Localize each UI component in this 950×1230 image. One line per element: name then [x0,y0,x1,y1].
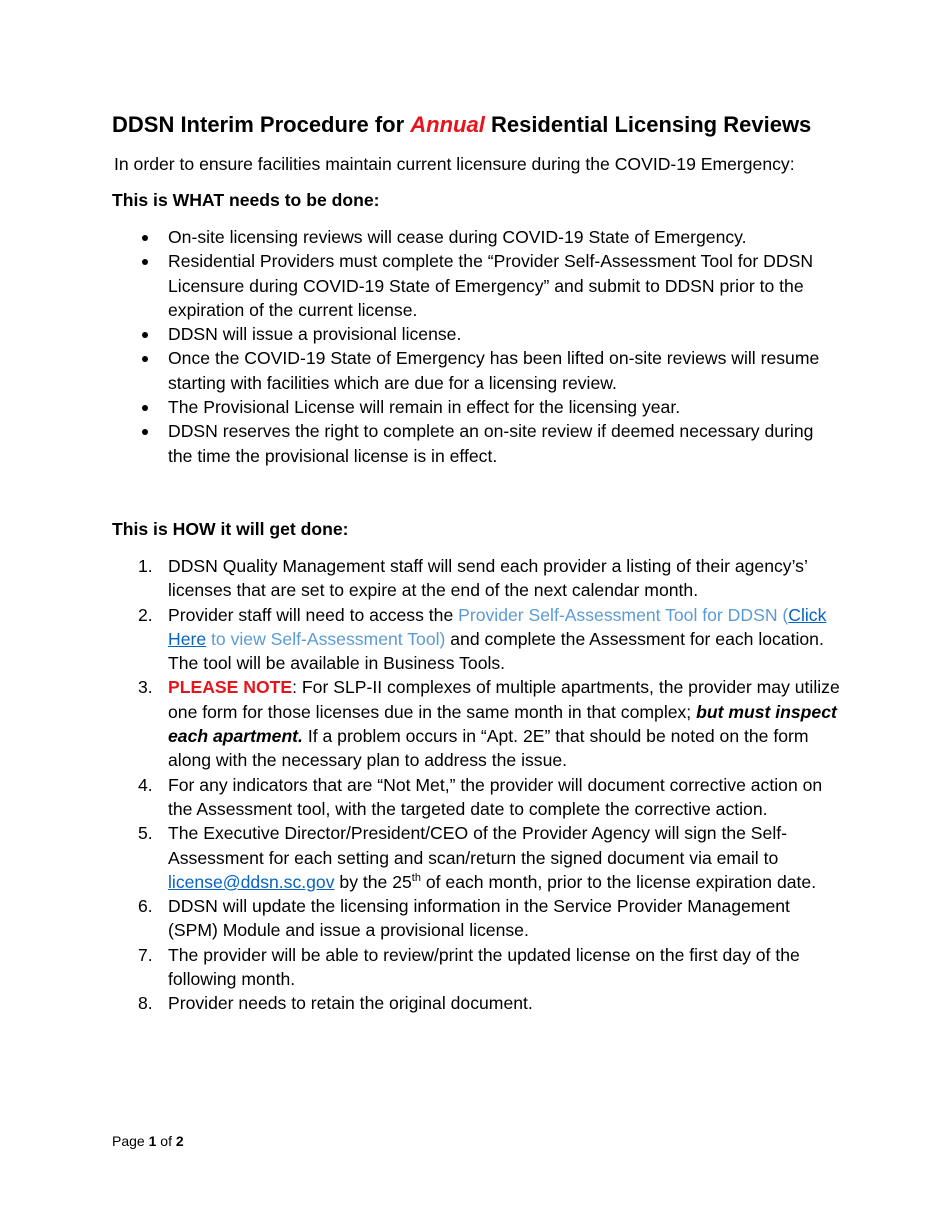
step-item-7 [138,943,843,992]
page-current: 1 [148,1133,157,1149]
what-heading: This is WHAT needs to be done: [112,190,380,210]
step-text: Provider needs to retain the original document. [168,993,533,1014]
title-emphasis-annual: Annual [410,112,485,137]
bullet-icon [142,332,148,338]
page-label: Page [112,1133,149,1149]
step-text: DDSN Quality Management staff will send each provider a listing of their agency’s’ licenses that are set to expire at the end of the next calendar month. [168,556,808,601]
tool-name-text: Provider Self-Assessment Tool for DDSN ( [458,604,789,625]
step-item-5 [138,821,843,894]
bullet-item [140,395,840,419]
step-item-6 [138,894,843,943]
page-footer [112,1131,184,1151]
step-item-4 [138,773,843,822]
bullet-item [140,419,840,468]
bullet-item [140,249,840,322]
bullet-icon [142,259,148,265]
bullet-item [140,225,840,249]
bullet-icon [142,405,148,411]
bullet-text: Residential Providers must complete the “Provider Self-Assessment Tool for DDSN Licensure during COVID-19 State of Emergency” and submit to DDSN prior to the expiration of the current license. [168,251,814,320]
step-text: The Executive Director/President/CEO of the Provider Agency will sign the Self-Assessment for each setting and scan/return the signed document via email to [168,823,787,868]
what-bullet-list [140,225,840,468]
step-text: The provider will be able to review/print the updated license on the first day of the following month. [168,944,800,990]
step-item-3 [138,675,843,772]
bullet-text: The Provisional License will remain in effect for the licensing year. [168,397,681,418]
bullet-text: DDSN will issue a provisional license. [168,324,462,345]
bullet-text: DDSN reserves the right to complete an on-site review if deemed necessary during the time the provisional license is in effect. [168,421,814,466]
step-text: For any indicators that are “Not Met,” the provider will document corrective action on the Assessment tool, with the targeted date to complete the corrective action. [168,774,823,819]
bullet-icon [142,356,148,362]
step-text: DDSN will update the licensing information in the Service Provider Management (SPM) Module and issue a provisional license. [168,896,790,941]
step-number: 6. [138,896,153,917]
page-total: 2 [175,1133,184,1149]
bullet-text: Once the COVID-19 State of Emergency has been lifted on-site reviews will resume starting with facilities which are due for a licensing review. [168,348,820,393]
step-text: Provider staff will need to access the [168,604,459,625]
please-note-label: PLEASE NOTE [168,677,293,698]
title-suffix: Residential Licensing Reviews [484,112,812,137]
bullet-item [140,322,840,346]
bullet-item [140,346,840,395]
step-item-2 [138,603,843,676]
bullet-icon [142,429,148,435]
step-item-8 [138,991,843,1015]
step-text: If a problem occurs in “Apt. 2E” that should be noted on the form along with the necessary plan to address the issue. [168,726,809,771]
step-number: 3. [138,677,153,698]
step-number: 1. [138,556,153,576]
step-item-1 [138,554,843,603]
step-text: by the 25 [334,871,412,892]
step-number: 8. [138,993,153,1014]
bullet-icon [142,235,148,241]
step-text: of each month, prior to the license expiration date. [420,871,817,892]
of-label: of [156,1133,176,1149]
step-text: : For SLP-II complexes of multiple apartments, the provider may utilize one form for those licenses due in the same month in that complex; [168,677,840,722]
ordinal-suffix: th [411,872,421,884]
title-prefix: DDSN Interim Procedure for [112,112,411,137]
how-steps-list [138,554,843,1016]
bullet-text: On-site licensing reviews will cease during COVID-19 State of Emergency. [168,227,747,247]
intro-paragraph: In order to ensure facilities maintain current licensure during the COVID-19 Emergency: [114,154,795,174]
inspect-emphasis: but must inspect each apartment. [168,701,837,747]
step-number: 5. [138,823,153,844]
step-number: 4. [138,774,153,795]
email-link[interactable]: license@ddsn.sc.gov [168,871,335,892]
click-here-link[interactable]: Click Here [168,604,827,649]
step-number: 7. [138,944,153,965]
tool-view-text: to view Self-Assessment Tool) [206,628,446,649]
step-number: 2. [138,604,153,625]
how-heading: This is HOW it will get done: [112,519,349,539]
step-text: and complete the Assessment for each location. The tool will be available in Business Tools. [168,628,829,674]
page-title [112,110,872,140]
